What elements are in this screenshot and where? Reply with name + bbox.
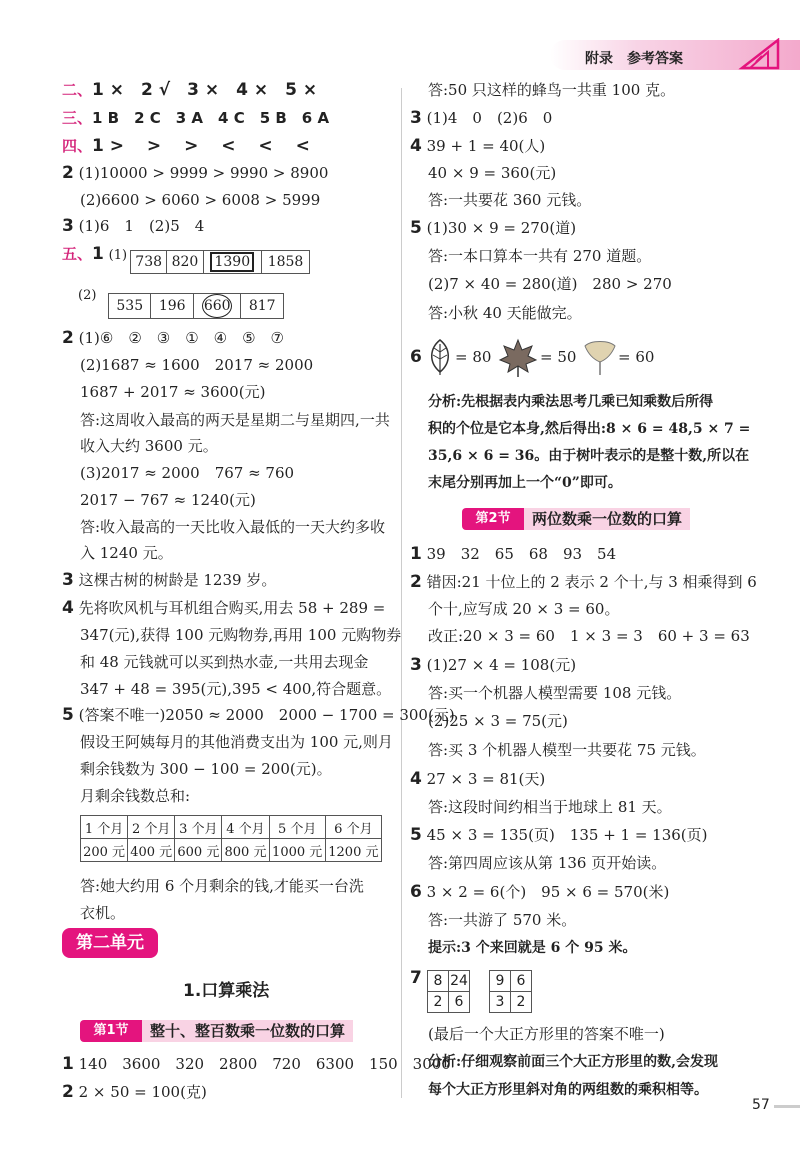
table-cell: 800 元 [222, 839, 269, 862]
section-title: 两位数乘一位数的口算 [524, 508, 690, 530]
answer-line: (2)25 × 3 = 75(元) [428, 712, 568, 730]
grid-cell: 3 [490, 992, 511, 1013]
page-number-bar [774, 1105, 800, 1108]
answer-line: 2017 − 767 ≈ 1240(元) [80, 491, 256, 509]
answer-line: 假设王阿姨每月的其他消费支出为 100 元,则月 [80, 733, 393, 751]
analysis-text: 分析:先根据表内乘法思考几乘已知乘数后所得 [428, 394, 714, 410]
grid-cell: 6 [449, 992, 470, 1013]
unit-badge: 第二单元 [62, 928, 158, 958]
column-divider [401, 88, 402, 1098]
answer-line: 1 39 32 65 68 93 54 [410, 544, 617, 564]
answer-line: 答:买 3 个机器人模型一共要花 75 元钱。 [428, 741, 706, 759]
table-cell: 1000 元 [269, 839, 325, 862]
answer-line: (2)6600 > 6060 > 6008 > 5999 [80, 191, 321, 209]
table-cell: 196 [151, 294, 193, 319]
answer-line: 衣机。 [80, 904, 126, 922]
square-grid-1 [427, 970, 470, 1013]
hint-text: 提示:3 个来回就是 6 个 95 米。 [428, 940, 637, 956]
table-cell: 5 个月 [269, 816, 325, 839]
answer-line: 收入大约 3600 元。 [80, 437, 218, 455]
answer-line: 4 27 × 3 = 81(天) [410, 769, 546, 789]
grid-cell: 9 [490, 971, 511, 992]
grid-cell: 24 [449, 971, 470, 992]
answer-line: 2 2 × 50 = 100(克) [62, 1082, 207, 1102]
analysis-text: 每个大正方形里斜对角的两组数的乘积相等。 [428, 1082, 708, 1098]
section-4-answers: 四、1 > > > < < < [62, 136, 310, 156]
table-cell [203, 251, 261, 274]
answer-line: 40 × 9 = 360(元) [428, 164, 557, 182]
leaf-value: = 80 [455, 348, 492, 366]
question-number: 7 [410, 968, 422, 988]
answer-line: 答:她大约用 6 个月剩余的钱,才能买一台洗 [80, 877, 364, 895]
table-cell: 6 个月 [325, 816, 381, 839]
answer-line: 答:50 只这样的蜂鸟一共重 100 克。 [428, 81, 676, 99]
table-cell: 200 元 [81, 839, 128, 862]
grid-cell: 8 [428, 971, 449, 992]
answer-line: 6 3 × 2 = 6(个) 95 × 6 = 570(米) [410, 882, 670, 902]
analysis-text: 分析:仔细观察前面三个大正方形里的数,会发现 [428, 1054, 719, 1070]
header-title: 附录 参考答案 [585, 51, 683, 67]
answer-line: 答:这周收入最高的两天是星期二与星期四,一共 [80, 411, 390, 429]
table-row [81, 816, 382, 839]
answer-line: 5 (1)30 × 9 = 270(道) [410, 218, 577, 238]
answer-line: 5 (答案不唯一)2050 ≈ 2000 2000 − 1700 = 300(元) [62, 705, 455, 725]
analysis-text: 积的个位是它本身,然后得出:8 × 6 = 48,5 × 7 = [428, 421, 751, 437]
circled-number: 660 [202, 294, 232, 318]
answer-line: 4 39 + 1 = 40(人) [410, 136, 546, 156]
answer-line: 答:一共游了 570 米。 [428, 911, 577, 929]
answer-line: 1687 + 2017 ≈ 3600(元) [80, 383, 266, 401]
answer-line: (2)1687 ≈ 1600 2017 ≈ 2000 [80, 356, 314, 374]
answer-line: 和 48 元钱就可以买到热水壶,一共用去现金 [80, 653, 369, 671]
answer-line: 答:这段时间约相当于地球上 81 天。 [428, 798, 672, 816]
answer-line: 1 140 3600 320 2800 720 6300 150 3000 [62, 1054, 451, 1074]
table-cell: 820 [167, 251, 203, 274]
answer-line: (3)2017 ≈ 2000 767 ≈ 760 [80, 464, 295, 482]
answer-line: 答:买一个机器人模型需要 108 元钱。 [428, 684, 682, 702]
answer-line: 2 错因:21 十位上的 2 表示 2 个十,与 3 相乘得到 6 [410, 572, 757, 592]
answer-line: 347(元),获得 100 元购物券,再用 100 元购物券 [80, 626, 402, 644]
answer-line: 4 先将吹风机与耳机组合购买,用去 58 + 289 = [62, 598, 386, 618]
answer-line: 3 (1)6 1 (2)5 4 [62, 216, 205, 236]
leaf-value: = 60 [618, 348, 655, 366]
page-number: 57 [752, 1097, 770, 1113]
answer-line: 答:收入最高的一天比收入最低的一天大约多收 [80, 518, 386, 536]
table-cell: 738 [131, 251, 167, 274]
table-cell: 535 [109, 294, 151, 319]
section-badge: 第2节 [462, 508, 524, 530]
table-cell: 817 [241, 294, 284, 319]
answer-line: 3 (1)4 0 (2)6 0 [410, 108, 553, 128]
table-cell: 400 元 [128, 839, 175, 862]
boxed-number: 1390 [210, 252, 254, 272]
leaf-value: = 50 [540, 348, 577, 366]
grid-cell: 2 [511, 992, 532, 1013]
savings-table [80, 815, 382, 862]
answer-line: 改正:20 × 3 = 60 1 × 3 = 3 60 + 3 = 63 [428, 627, 750, 645]
answer-line: 3 (1)27 × 4 = 108(元) [410, 655, 577, 675]
answer-line: (2)7 × 40 = 280(道) 280 > 270 [428, 275, 672, 293]
answer-line: 答:一共要花 360 元钱。 [428, 191, 592, 209]
section-badge: 第1节 [80, 1020, 142, 1042]
table-cell: 3 个月 [175, 816, 222, 839]
answer-line: 5 45 × 3 = 135(页) 135 + 1 = 136(页) [410, 825, 708, 845]
answer-line: 剩余钱数为 300 − 100 = 200(元)。 [80, 760, 332, 778]
table-cell: 600 元 [175, 839, 222, 862]
table-cell [193, 294, 241, 319]
ruler-triangle-icon [738, 38, 782, 72]
sub-label: (2) [78, 288, 97, 303]
leaf-icon [426, 338, 454, 376]
note-text: (最后一个大正方形里的答案不唯一) [428, 1025, 665, 1043]
grid-cell: 6 [511, 971, 532, 992]
answer-line: 2 (1)10000 > 9999 > 9990 > 8900 [62, 163, 329, 183]
table-row [81, 839, 382, 862]
answer-line: 个十,应写成 20 × 3 = 60。 [428, 600, 620, 618]
answer-line: 3 这棵古树的树龄是 1239 岁。 [62, 570, 277, 590]
ginkgo-leaf-icon [583, 338, 617, 376]
number-table-2 [108, 293, 284, 319]
analysis-text: 35,6 × 6 = 36。由于树叶表示的是整十数,所以在 [428, 448, 750, 464]
section-3-answers: 三、1 B 2 C 3 A 4 C 5 B 6 A [62, 109, 330, 127]
answer-line: 月剩余钱数总和: [80, 787, 191, 805]
answer-line: 2 (1)⑥ ② ③ ① ④ ⑤ ⑦ [62, 328, 285, 348]
answer-line: 答:小秋 40 天能做完。 [428, 304, 582, 322]
square-grid-2 [489, 970, 532, 1013]
table-cell: 1 个月 [81, 816, 128, 839]
chapter-title: 1.口算乘法 [183, 981, 270, 1001]
section-2-answers: 二、1 × 2 √ 3 × 4 × 5 × [62, 80, 318, 100]
maple-leaf-icon [498, 338, 538, 378]
section-5-q1: 五、1 (1) [62, 244, 128, 264]
analysis-text: 末尾分别再加上一个“0”即可。 [428, 475, 622, 491]
table-cell: 1200 元 [325, 839, 381, 862]
leaf-answers: 6 [410, 347, 422, 367]
answer-line: 答:第四周应该从第 136 页开始读。 [428, 854, 667, 872]
answer-line: 答:一本口算本一共有 270 道题。 [428, 247, 652, 265]
table-cell: 2 个月 [128, 816, 175, 839]
answer-line: 入 1240 元。 [80, 544, 173, 562]
table-cell: 1858 [262, 251, 310, 274]
grid-cell: 2 [428, 992, 449, 1013]
section-title: 整十、整百数乘一位数的口算 [142, 1020, 353, 1042]
number-table-1 [130, 250, 310, 274]
answer-line: 347 + 48 = 395(元),395 < 400,符合题意。 [80, 680, 392, 698]
table-cell: 4 个月 [222, 816, 269, 839]
